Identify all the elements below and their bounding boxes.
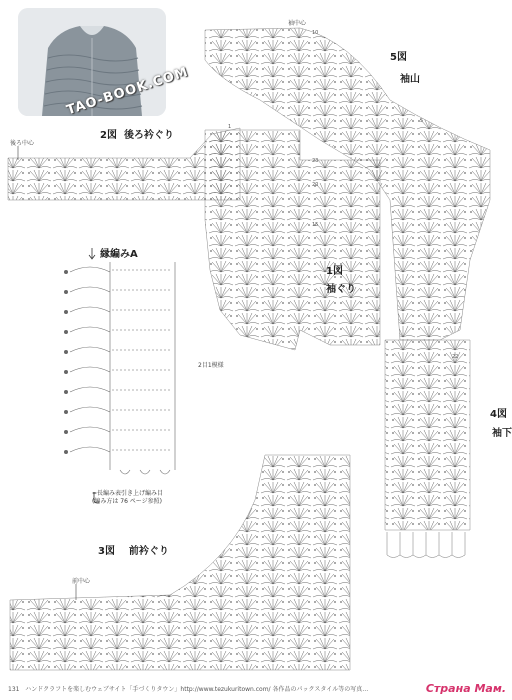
fig1-chart [205, 130, 380, 350]
brand-watermark: Страна Мам. [425, 682, 506, 695]
row-marker: 15 [312, 222, 319, 228]
row-marker: 10 [312, 30, 319, 36]
footer-url-text: ハンドクラフトを楽しむウェブサイト「手づくりタウン」http://www.tezukuritown.com/ 各作品のパックスタイル等の写真… [25, 686, 369, 693]
fig2-center: 後ろ中心 [10, 140, 35, 147]
fig3-label: 3図 前衿ぐり [98, 546, 169, 557]
pattern-a-note: 2目1模様 [198, 362, 224, 369]
fig1-number: 1図 [326, 266, 343, 277]
row-marker: 1 [228, 124, 232, 130]
fig2-label: 2図 後ろ衿ぐり [100, 130, 174, 141]
fig4-number: 4図 [490, 409, 507, 420]
fig5-center: 袖中心 [288, 20, 307, 27]
pattern-a-title: 縁編みA [100, 249, 138, 260]
page-number: 131 [8, 686, 20, 693]
fig1-title: 袖ぐり [326, 284, 356, 295]
arrow-down-icon [89, 248, 95, 259]
row-marker: 5 [420, 118, 424, 124]
fig4-border [387, 532, 465, 558]
pattern-a-chart [64, 262, 175, 474]
legend [92, 490, 163, 506]
fig4-title: 袖下 [492, 428, 512, 439]
row-marker: 23 [312, 158, 319, 164]
legend-line-1: =長編み表引き上げ編み目 [92, 490, 164, 497]
fig5-title: 袖山 [400, 74, 420, 85]
row-marker: 22 [452, 354, 459, 360]
fig4-chart [385, 340, 470, 530]
row-marker: 20 [312, 182, 319, 188]
watermark-text: TAO-BOOK.COM [64, 64, 191, 119]
legend-line-2: (編み方は 76 ページ参照) [92, 498, 163, 505]
fig3-chart [10, 455, 350, 670]
fig5-number: 5図 [390, 52, 407, 63]
fig3-center: 前中心 [72, 578, 91, 585]
